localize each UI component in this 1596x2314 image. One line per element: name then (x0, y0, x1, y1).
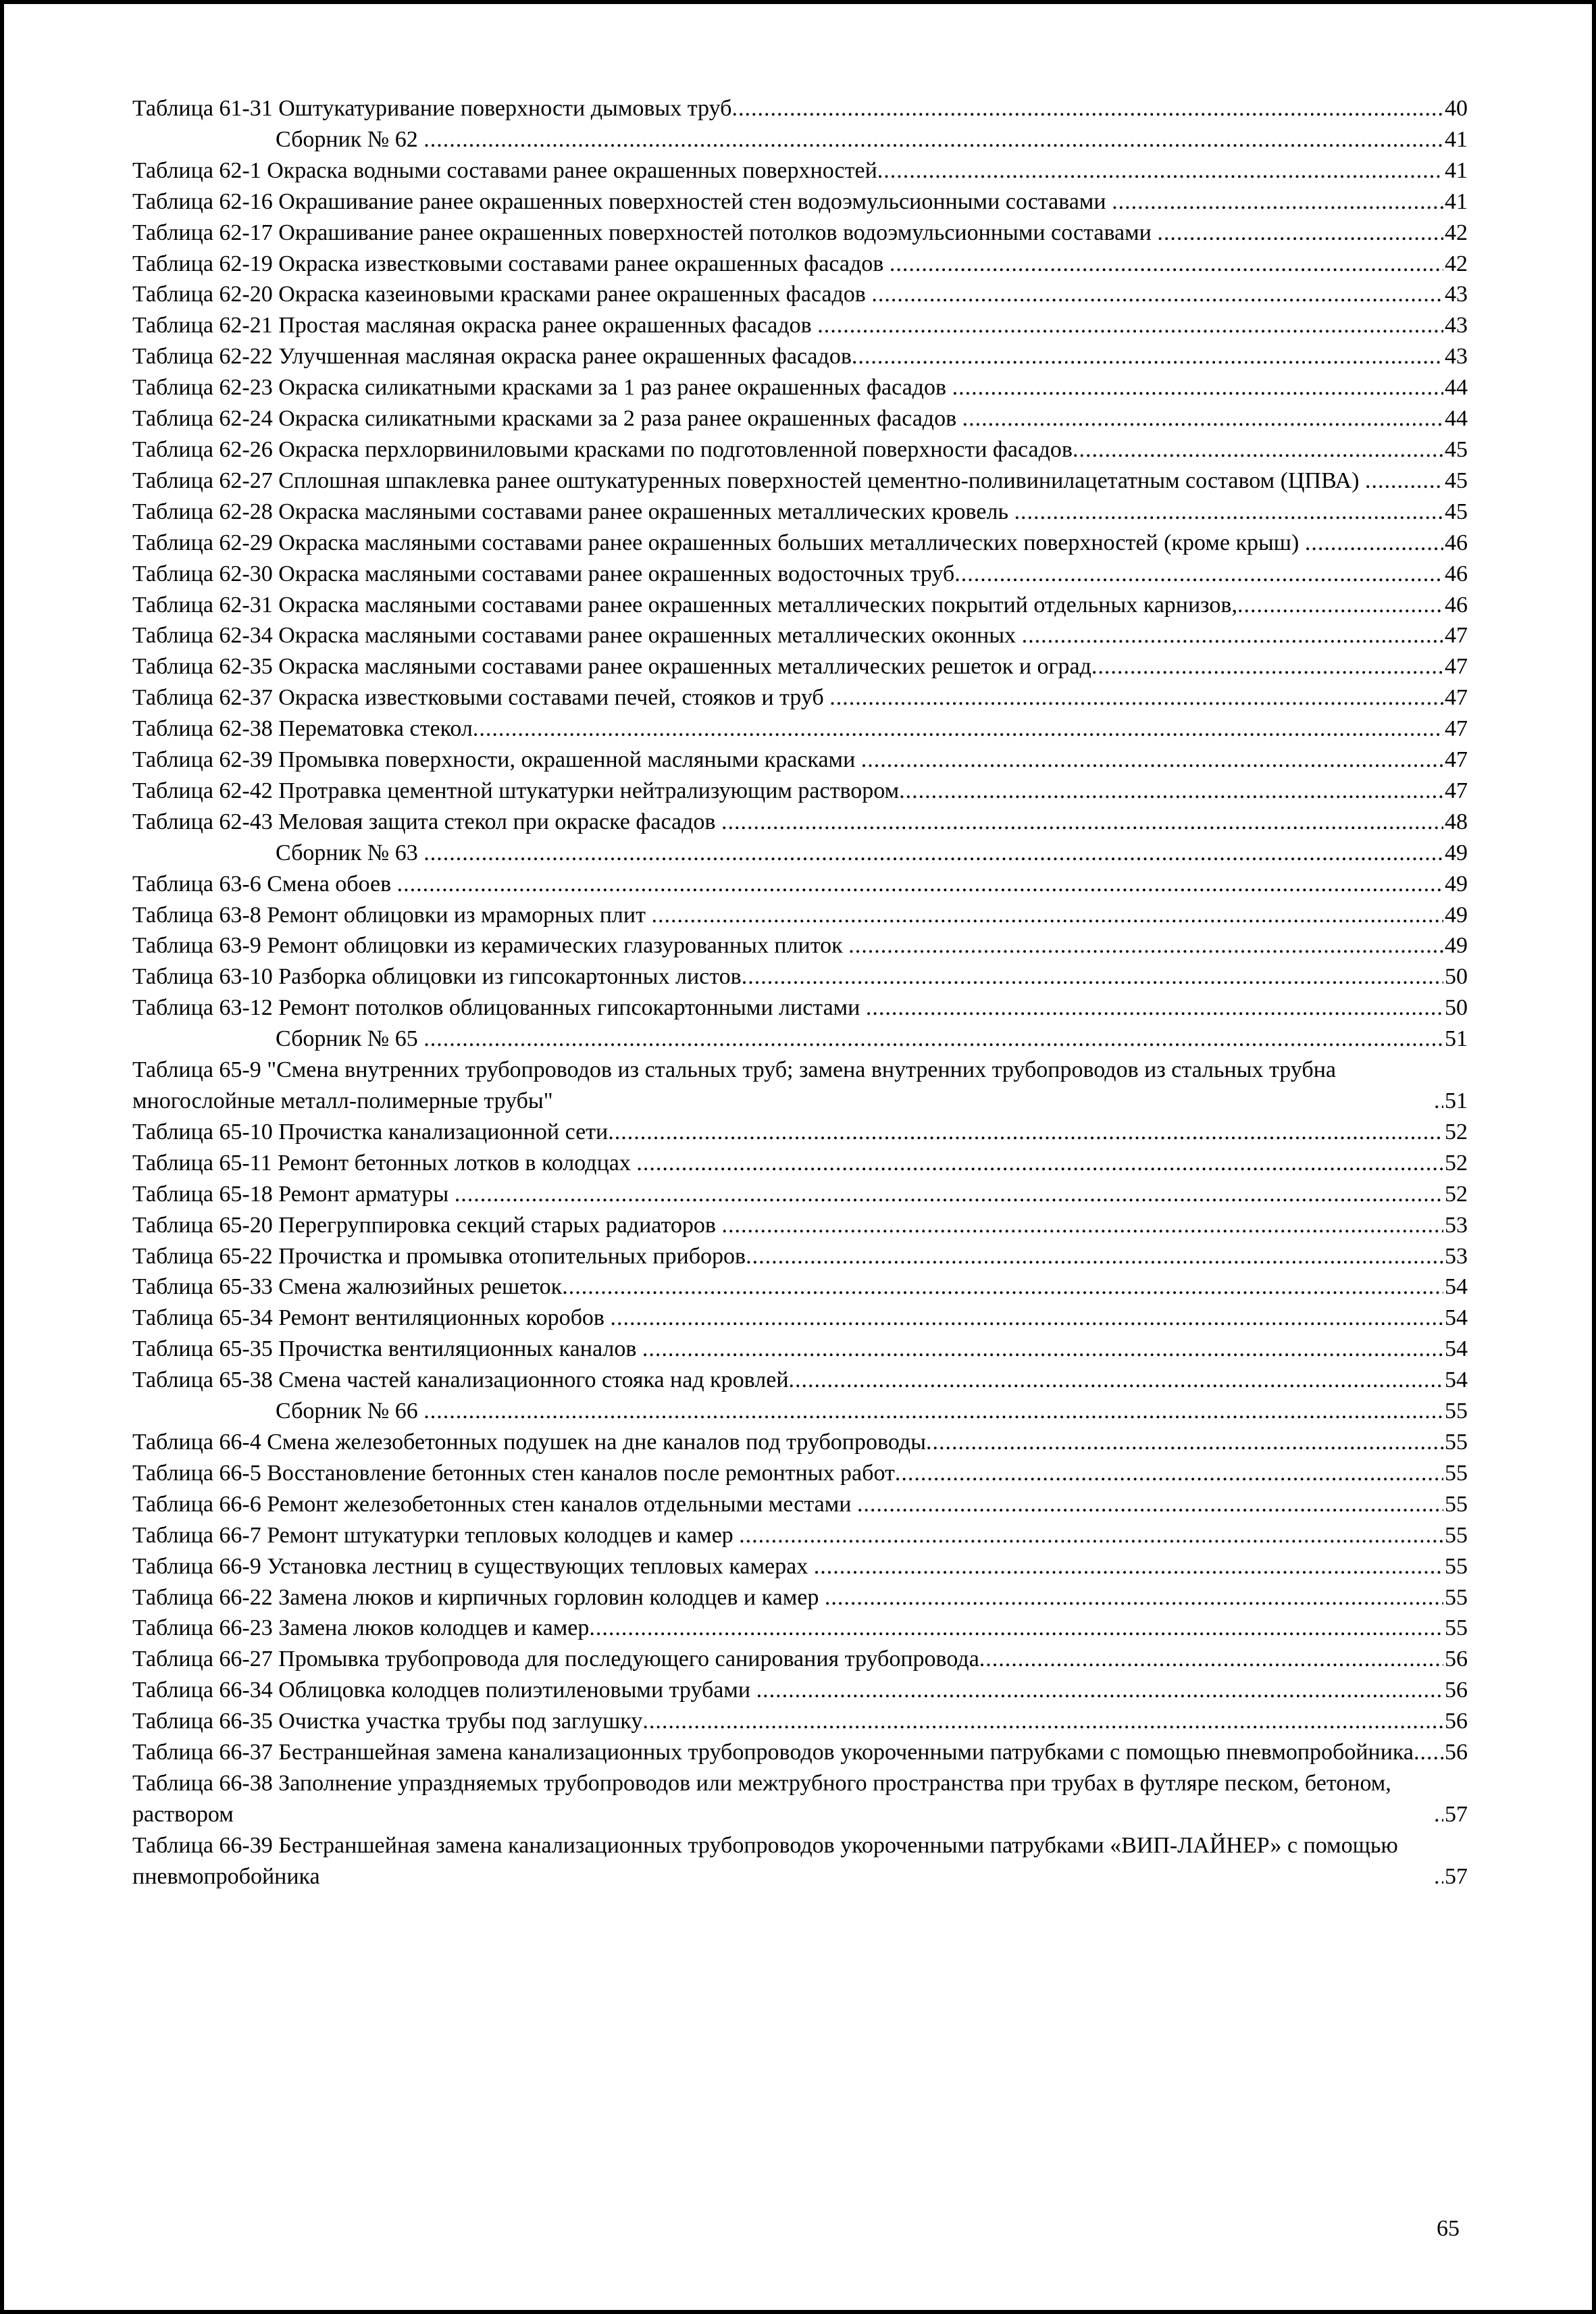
dot-leader (899, 776, 1443, 807)
toc-entry-title: Сборник № 65 (276, 1026, 424, 1052)
dot-leader (455, 1179, 1443, 1210)
toc-entry-title: Таблица 66-9 Установка лестниц в существующих тепловых камерах (132, 1553, 814, 1579)
dot-leader (608, 1117, 1443, 1148)
toc-entry-title: Таблица 66-38 Заполнение упраздняемых трубопроводов или межтрубного пространства при трубах в футляре песком, бетоном, раствором (132, 1770, 1397, 1827)
dot-leader (1157, 218, 1443, 249)
dot-leader (731, 93, 1443, 124)
toc-entry-page: 55 (1445, 1429, 1468, 1455)
toc-entry-page: 50 (1445, 964, 1468, 990)
dot-leader (1434, 1086, 1443, 1117)
toc-entry (132, 1675, 1468, 1706)
toc-entry-title: Таблица 63-9 Ремонт облицовки из керамических глазурованных плиток (132, 933, 849, 959)
toc-entry-title: Таблица 63-12 Ремонт потолков облицованных гипсокартонными листами (132, 995, 866, 1021)
toc-entry-title: Таблица 62-21 Простая масляная окраска ранее окрашенных фасадов (132, 313, 818, 338)
toc-entry-title: Таблица 62-23 Окраска силикатными красками за 1 раз ранее окрашенных фасадов (132, 375, 952, 401)
toc-entry-title: Таблица 62-1 Окраска водными составами ранее окрашенных поверхностей (132, 157, 877, 183)
toc-entry-page: 46 (1445, 561, 1468, 586)
dot-leader (861, 745, 1443, 776)
toc-entry-title: Таблица 66-22 Замена люков и кирпичных горловин колодцев и камер (132, 1584, 825, 1610)
toc-section-entry (132, 1024, 1468, 1055)
toc-entry (132, 1706, 1468, 1737)
toc-entry-title: Таблица 66-27 Промывка трубопровода для последующего санирования трубопровода (132, 1646, 979, 1672)
toc-entry-title: Таблица 65-34 Ремонт вентиляционных коробов (132, 1305, 611, 1331)
dot-leader (877, 155, 1443, 186)
toc-entry-page: 40 (1445, 96, 1468, 121)
table-of-contents (132, 93, 1468, 1892)
toc-entry (132, 310, 1468, 341)
toc-entry-title: Таблица 62-42 Протравка цементной штукатурки нейтрализующим раствором (132, 778, 900, 803)
dot-leader (742, 961, 1443, 992)
toc-entry-title: Таблица 62-29 Окраска масляными составами ранее окрашенных больших металлических поверхностей (кроме крыш) (132, 530, 1305, 555)
toc-entry (132, 218, 1468, 249)
toc-entry-title: Таблица 62-19 Окраска известковыми составами ранее окрашенных фасадов (132, 251, 890, 276)
toc-entry (132, 1489, 1468, 1520)
toc-entry (132, 1303, 1468, 1334)
toc-entry (132, 1241, 1468, 1272)
toc-entry (132, 1334, 1468, 1365)
toc-entry-title: Таблица 62-38 Перематовка стекол (132, 716, 473, 742)
toc-entry (132, 155, 1468, 186)
dot-leader (871, 279, 1443, 310)
dot-leader (1305, 528, 1443, 559)
toc-entry-title: Таблица 66-34 Облицовка колодцев полиэтиленовыми трубами (132, 1678, 756, 1703)
page-number: 65 (1437, 2216, 1460, 2241)
dot-leader (397, 869, 1443, 900)
toc-entry-title: Сборник № 62 (276, 126, 424, 152)
dot-leader (890, 249, 1443, 280)
dot-leader (848, 930, 1443, 961)
toc-entry (132, 1613, 1468, 1644)
toc-entry-title: Таблица 62-20 Окраска казеиновыми красками ранее окрашенных фасадов (132, 282, 872, 307)
toc-entry-page: 52 (1445, 1181, 1468, 1207)
toc-entry-title: Таблица 62-17 Окрашивание ранее окрашенных поверхностей потолков водоэмульсионными составами (132, 220, 1158, 245)
toc-entry-title: Таблица 66-7 Ремонт штукатурки тепловых колодцев и камер (132, 1522, 740, 1548)
toc-entry-page: 43 (1445, 344, 1468, 370)
dot-leader (1073, 434, 1443, 466)
dot-leader (1237, 590, 1443, 621)
toc-entry-page: 57 (1445, 1801, 1468, 1827)
toc-entry (132, 372, 1468, 403)
dot-leader (721, 1210, 1443, 1241)
toc-entry-title: Таблица 62-37 Окраска известковыми составами печей, стояков и труб (132, 685, 830, 711)
dot-leader (979, 1644, 1443, 1675)
toc-entry (132, 1644, 1468, 1675)
toc-entry-title: Таблица 62-31 Окраска масляными составами ранее окрашенных металлических покрытий отдельных карнизов, (132, 592, 1237, 618)
toc-entry (132, 1830, 1468, 1892)
toc-entry-page: 55 (1445, 1460, 1468, 1486)
toc-entry (132, 1768, 1468, 1830)
toc-entry-page: 55 (1445, 1399, 1468, 1424)
dot-leader (423, 838, 1443, 869)
dot-leader (636, 1148, 1443, 1179)
toc-entry (132, 466, 1468, 497)
toc-entry-page: 45 (1445, 436, 1468, 462)
dot-leader (721, 807, 1443, 838)
toc-entry-title: Сборник № 66 (276, 1399, 424, 1424)
dot-leader (962, 403, 1443, 434)
toc-entry-title: Таблица 66-35 Очистка участка трубы под заглушку (132, 1709, 643, 1734)
dot-leader (926, 1427, 1443, 1458)
toc-entry-page: 52 (1445, 1150, 1468, 1176)
toc-entry-page: 47 (1445, 747, 1468, 773)
toc-entry-page: 53 (1445, 1243, 1468, 1269)
toc-entry (132, 1117, 1468, 1148)
toc-entry-page: 55 (1445, 1491, 1468, 1517)
toc-entry-title: Таблица 66-4 Смена железобетонных подушек на дне каналов под трубопроводы (132, 1429, 926, 1455)
toc-entry-page: 43 (1445, 282, 1468, 307)
toc-entry (132, 1520, 1468, 1551)
toc-entry-title: Таблица 62-35 Окраска масляными составами ранее окрашенных металлических решеток и оград (132, 654, 1091, 680)
toc-entry (132, 1458, 1468, 1489)
toc-entry-title: Таблица 62-34 Окраска масляными составами ранее окрашенных металлических оконных (132, 623, 1022, 649)
toc-entry-page: 53 (1445, 1212, 1468, 1238)
toc-entry (132, 776, 1468, 807)
dot-leader (1414, 1737, 1443, 1768)
dot-leader (610, 1303, 1443, 1334)
toc-entry-page: 51 (1445, 1088, 1468, 1113)
toc-entry (132, 93, 1468, 124)
toc-entry (132, 869, 1468, 900)
toc-entry-page: 41 (1445, 188, 1468, 214)
toc-entry-title: Таблица 62-39 Промывка поверхности, окрашенной масляными красками (132, 747, 861, 773)
toc-entry (132, 682, 1468, 713)
dot-leader (651, 900, 1443, 931)
toc-entry-title: Таблица 62-28 Окраска масляными составами ранее окрашенных металлических кровель (132, 499, 1014, 524)
toc-entry (132, 992, 1468, 1024)
toc-entry-title: Таблица 65-35 Прочистка вентиляционных каналов (132, 1336, 642, 1362)
toc-entry-title: Таблица 62-16 Окрашивание ранее окрашенных поверхностей стен водоэмульсионными составами (132, 188, 1112, 214)
dot-leader (423, 1024, 1443, 1055)
toc-entry-page: 56 (1445, 1740, 1468, 1765)
toc-entry (132, 403, 1468, 434)
dot-leader (1434, 1861, 1443, 1892)
dot-leader (739, 1520, 1443, 1551)
toc-entry-title: Таблица 62-24 Окраска силикатными красками за 2 раза ранее окрашенных фасадов (132, 406, 962, 432)
toc-entry (132, 1272, 1468, 1303)
toc-entry-page: 56 (1445, 1678, 1468, 1703)
dot-leader (789, 1365, 1443, 1396)
dot-leader (1091, 651, 1443, 682)
toc-entry (132, 961, 1468, 992)
dot-leader (895, 1458, 1443, 1489)
toc-entry-page: 50 (1445, 995, 1468, 1021)
toc-entry (132, 1551, 1468, 1582)
toc-entry (132, 1582, 1468, 1613)
toc-entry-title: Таблица 65-18 Ремонт арматуры (132, 1181, 455, 1207)
dot-leader (642, 1334, 1443, 1365)
toc-section-entry (132, 838, 1468, 869)
toc-entry-page: 54 (1445, 1274, 1468, 1300)
toc-entry-page: 56 (1445, 1646, 1468, 1672)
toc-entry-title: Таблица 63-6 Смена обоев (132, 871, 397, 897)
toc-entry-page: 54 (1445, 1336, 1468, 1362)
toc-entry-page: 46 (1445, 530, 1468, 555)
toc-entry (132, 745, 1468, 776)
toc-entry-page: 54 (1445, 1305, 1468, 1331)
dot-leader (814, 1551, 1443, 1582)
toc-entry (132, 1179, 1468, 1210)
toc-entry-page: 42 (1445, 220, 1468, 245)
toc-entry-page: 41 (1445, 126, 1468, 152)
toc-entry-title: Таблица 61-31 Оштукатуривание поверхности дымовых труб (132, 96, 732, 121)
toc-entry-page: 47 (1445, 778, 1468, 803)
toc-entry-title: Таблица 62-26 Окраска перхлорвиниловыми красками по подготовленной поверхности фасадов (132, 436, 1073, 462)
toc-entry-page: 41 (1445, 157, 1468, 183)
dot-leader (866, 992, 1443, 1024)
toc-entry-page: 49 (1445, 933, 1468, 959)
dot-leader (642, 1706, 1443, 1737)
dot-leader (825, 1582, 1443, 1613)
toc-entry-page: 45 (1445, 468, 1468, 493)
toc-entry-page: 47 (1445, 716, 1468, 742)
toc-entry (132, 807, 1468, 838)
toc-entry (132, 186, 1468, 218)
toc-entry-page: 56 (1445, 1709, 1468, 1734)
toc-entry-page: 57 (1445, 1863, 1468, 1889)
toc-entry-page: 55 (1445, 1522, 1468, 1548)
dot-leader (1022, 620, 1443, 651)
toc-entry (132, 651, 1468, 682)
dot-leader (562, 1272, 1443, 1303)
toc-entry-page: 47 (1445, 654, 1468, 680)
toc-entry-title: Таблица 66-37 Бестраншейная замена канализационных трубопроводов укороченными патрубками с помощью пневмопробойника (132, 1740, 1414, 1765)
dot-leader (589, 1613, 1443, 1644)
toc-entry-page: 55 (1445, 1553, 1468, 1579)
toc-entry-page: 43 (1445, 313, 1468, 338)
toc-entry-title: Таблица 65-20 Перегруппировка секций старых радиаторов (132, 1212, 722, 1238)
dot-leader (829, 682, 1443, 713)
toc-entry (132, 1055, 1468, 1117)
toc-entry-page: 46 (1445, 592, 1468, 618)
toc-entry (132, 341, 1468, 372)
dot-leader (817, 310, 1443, 341)
toc-entry (132, 900, 1468, 931)
toc-entry (132, 1365, 1468, 1396)
toc-entry (132, 1427, 1468, 1458)
toc-entry (132, 279, 1468, 310)
toc-entry-title: Таблица 63-8 Ремонт облицовки из мраморных плит (132, 902, 652, 928)
toc-entry-title: Таблица 65-38 Смена частей канализационного стояка над кровлей (132, 1367, 789, 1393)
toc-entry-page: 49 (1445, 902, 1468, 928)
toc-entry-page: 47 (1445, 685, 1468, 711)
toc-entry-page: 48 (1445, 809, 1468, 834)
toc-entry (132, 590, 1468, 621)
toc-entry (132, 497, 1468, 528)
toc-entry (132, 1148, 1468, 1179)
toc-entry (132, 559, 1468, 590)
toc-entry-page: 52 (1445, 1119, 1468, 1145)
toc-entry-title: Таблица 65-33 Смена жалюзийных решеток (132, 1274, 563, 1300)
toc-entry-page: 47 (1445, 623, 1468, 649)
toc-entry-page: 44 (1445, 375, 1468, 401)
toc-entry (132, 930, 1468, 961)
dot-leader (756, 1675, 1443, 1706)
toc-entry-title: Таблица 63-10 Разборка облицовки из гипсокартонных листов (132, 964, 742, 990)
toc-section-entry (132, 1396, 1468, 1427)
toc-entry-title: Таблица 66-6 Ремонт железобетонных стен каналов отдельными местами (132, 1491, 857, 1517)
toc-entry-title: Таблица 62-43 Меловая защита стекол при окраске фасадов (132, 809, 721, 834)
toc-entry-title: Таблица 62-27 Сплошная шпаклевка ранее оштукатуренных поверхностей цементно-поливинилацетатным составом (ЦПВА) (132, 468, 1365, 493)
dot-leader (423, 124, 1443, 155)
toc-entry (132, 249, 1468, 280)
toc-entry (132, 1210, 1468, 1241)
toc-entry-page: 45 (1445, 499, 1468, 524)
toc-entry-title: Таблица 65-11 Ремонт бетонных лотков в колодцах (132, 1150, 637, 1176)
toc-section-entry (132, 124, 1468, 155)
dot-leader (1014, 497, 1443, 528)
dot-leader (746, 1241, 1443, 1272)
toc-entry-title: Таблица 65-9 "Смена внутренних трубопроводов из стальных труб; замена внутренних трубопроводов из стальных трубна многослойные металл-полимерные трубы" (132, 1057, 1342, 1113)
toc-entry (132, 1737, 1468, 1768)
dot-leader (423, 1396, 1443, 1427)
toc-entry (132, 434, 1468, 466)
toc-entry-page: 51 (1445, 1026, 1468, 1052)
toc-entry-title: Таблица 66-23 Замена люков колодцев и камер (132, 1615, 590, 1641)
toc-entry-page: 54 (1445, 1367, 1468, 1393)
toc-entry-page: 44 (1445, 406, 1468, 432)
dot-leader (954, 559, 1443, 590)
toc-entry-title: Таблица 66-5 Восстановление бетонных стен каналов после ремонтных работ (132, 1460, 895, 1486)
dot-leader (1112, 186, 1443, 218)
toc-entry-page: 42 (1445, 251, 1468, 276)
toc-entry-page: 49 (1445, 840, 1468, 865)
toc-entry-page: 49 (1445, 871, 1468, 897)
toc-entry-title: Таблица 62-22 Улучшенная масляная окраска ранее окрашенных фасадов (132, 344, 852, 370)
toc-entry-page: 55 (1445, 1584, 1468, 1610)
dot-leader (857, 1489, 1443, 1520)
dot-leader (1365, 466, 1443, 497)
dot-leader (473, 713, 1443, 745)
toc-entry (132, 713, 1468, 745)
toc-entry-title: Таблица 66-39 Бестраншейная замена канализационных трубопроводов укороченными патрубками «ВИП-ЛАЙНЕР» с помощью пневмопробойника (132, 1832, 1404, 1889)
dot-leader (852, 341, 1443, 372)
toc-entry-title: Таблица 65-10 Прочистка канализационной сети (132, 1119, 609, 1145)
toc-entry (132, 528, 1468, 559)
dot-leader (952, 372, 1443, 403)
toc-entry-page: 55 (1445, 1615, 1468, 1641)
toc-entry-title: Сборник № 63 (276, 840, 424, 865)
dot-leader (1434, 1799, 1443, 1830)
toc-entry (132, 620, 1468, 651)
toc-entry-title: Таблица 65-22 Прочистка и промывка отопительных приборов (132, 1243, 746, 1269)
toc-entry-title: Таблица 62-30 Окраска масляными составами ранее окрашенных водосточных труб (132, 561, 955, 586)
